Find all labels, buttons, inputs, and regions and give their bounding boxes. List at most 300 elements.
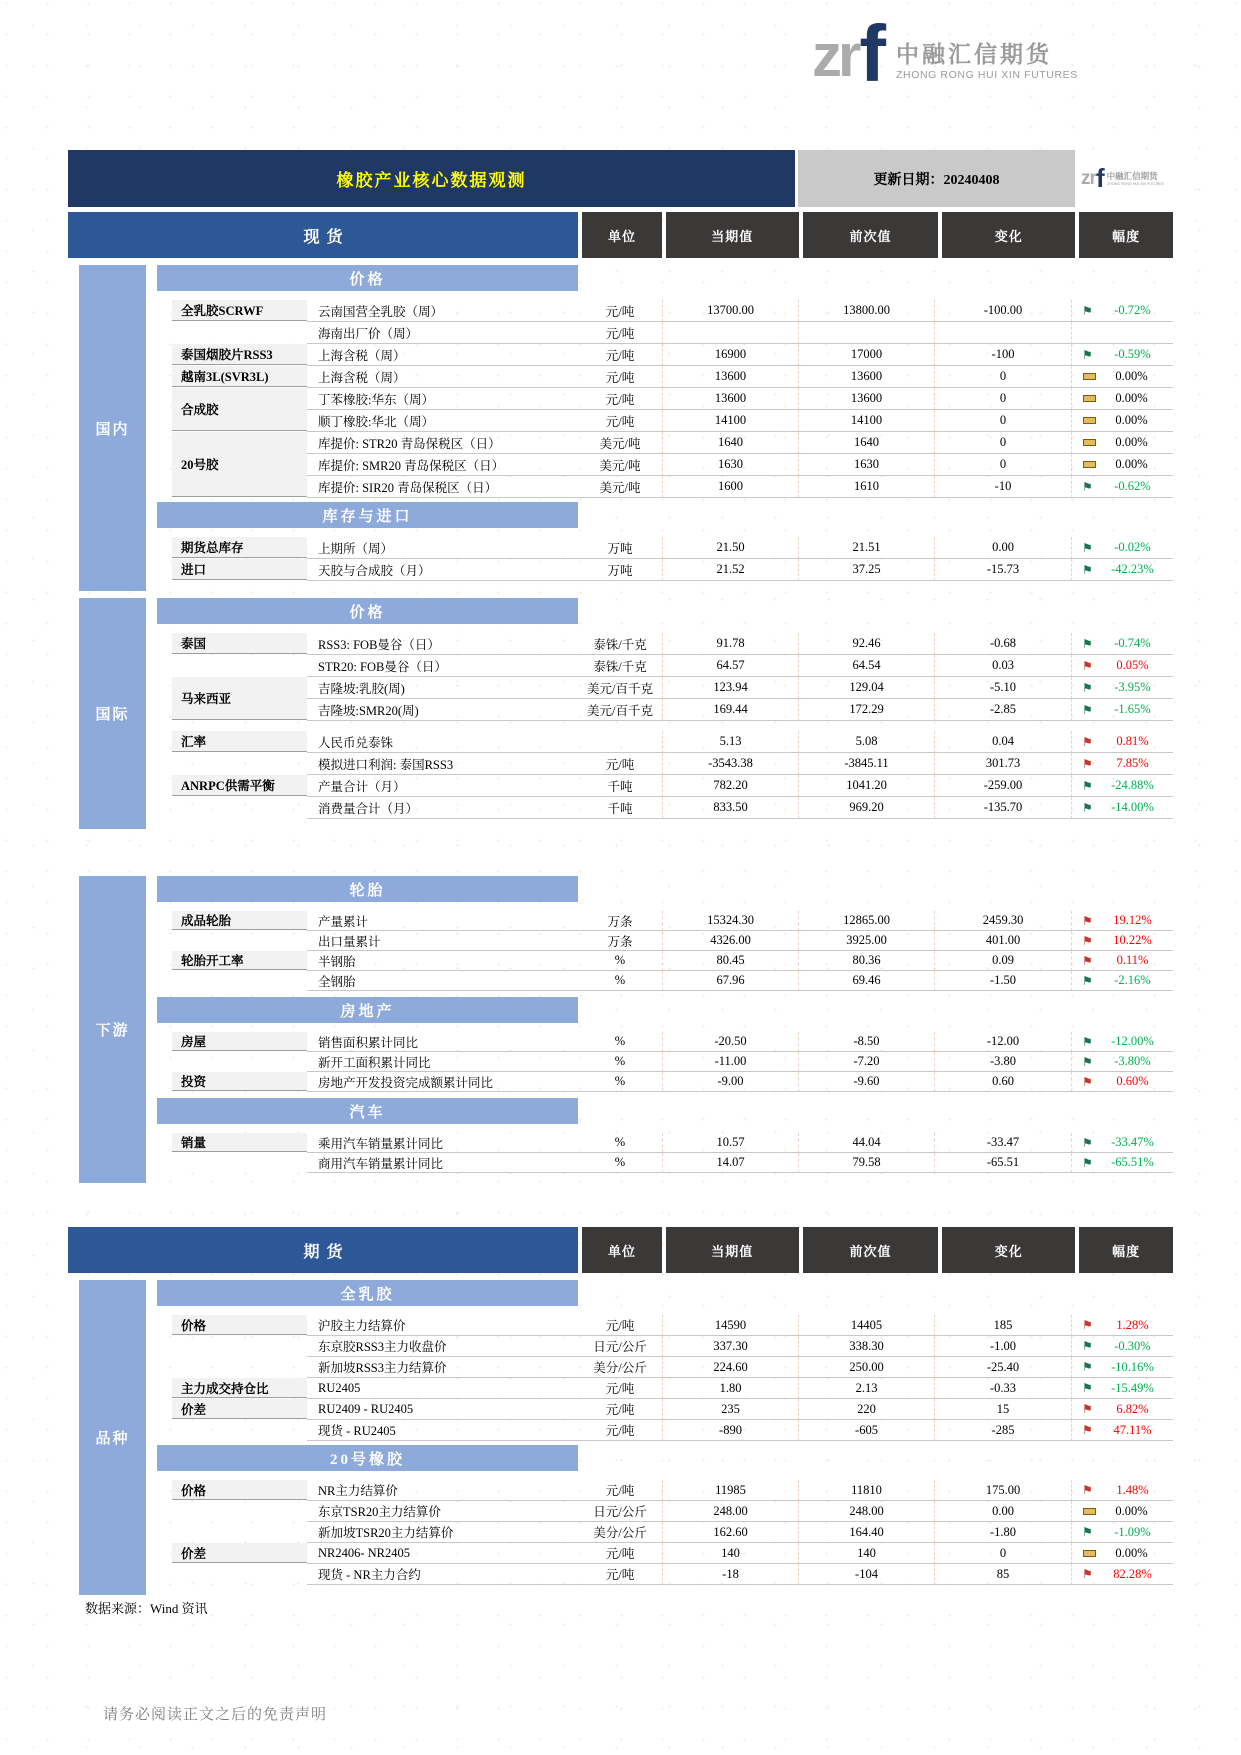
table-group	[68, 598, 1173, 829]
row-label-cell	[157, 1564, 307, 1585]
pct-cell	[1071, 1336, 1173, 1357]
pct-cell	[1071, 537, 1173, 559]
pct-cell	[1071, 655, 1173, 677]
unit-cell: 美分/公斤	[578, 1357, 662, 1378]
change-value: 0.60	[934, 1072, 1071, 1092]
row-desc: 现货 - RU2405	[307, 1420, 578, 1441]
pct-cell	[1071, 971, 1173, 991]
change-value: 0	[934, 1543, 1071, 1564]
flag-down-icon: ⚑	[1082, 1034, 1093, 1049]
change-value: -12.00	[934, 1032, 1071, 1052]
current-value: 13600	[662, 388, 798, 410]
previous-value: 44.04	[798, 1133, 934, 1153]
previous-value: 21.51	[798, 537, 934, 559]
section-title: 汽车	[157, 1098, 578, 1124]
row-label: 房屋	[172, 1032, 307, 1051]
current-value: 67.96	[662, 971, 798, 991]
change-value: 85	[934, 1564, 1071, 1585]
table-title-cell: 期货	[68, 1227, 578, 1273]
pct-value: 6.82%	[1116, 1401, 1149, 1416]
row-label-cell	[157, 1501, 307, 1522]
current-value: 4326.00	[662, 931, 798, 951]
unit-cell: 元/吨	[578, 1564, 662, 1585]
row-desc: 沪胶主力结算价	[307, 1315, 578, 1336]
futures-table-block	[68, 1222, 1173, 1595]
section-title: 轮胎	[157, 876, 578, 902]
change-value: 15	[934, 1399, 1071, 1420]
change-value: -65.51	[934, 1153, 1071, 1173]
current-value: -18	[662, 1564, 798, 1585]
row-label-cell	[157, 1032, 307, 1052]
previous-value: -3845.11	[798, 753, 934, 775]
row-label-cell	[157, 1153, 307, 1173]
unit-cell: %	[578, 1153, 662, 1173]
row-label: 越南3L(SVR3L)	[172, 366, 307, 387]
pct-cell	[1071, 951, 1173, 971]
pct-cell	[1071, 322, 1173, 344]
flag-down-icon: ⚑	[1082, 800, 1093, 815]
column-header-current: 当期值	[666, 212, 799, 258]
table-group	[68, 1280, 1173, 1595]
pct-cell	[1071, 1501, 1173, 1522]
column-header-unit: 单位	[582, 1227, 662, 1273]
flag-up-icon: ⚑	[1082, 1483, 1093, 1497]
current-value: 248.00	[662, 1501, 798, 1522]
pct-value: -0.62%	[1114, 479, 1151, 493]
unit-cell: 美元/吨	[578, 476, 662, 498]
previous-value: 140	[798, 1543, 934, 1564]
unit-cell: %	[578, 1133, 662, 1153]
current-value: -11.00	[662, 1052, 798, 1072]
table-row	[157, 1564, 1173, 1585]
pct-value: -65.51%	[1111, 1155, 1154, 1169]
previous-value: 2.13	[798, 1378, 934, 1399]
table-row	[157, 1072, 1173, 1092]
flag-up-icon: ⚑	[1082, 1423, 1093, 1437]
previous-value: 12865.00	[798, 911, 934, 931]
change-value: -3.80	[934, 1052, 1071, 1072]
row-label-cell	[157, 559, 307, 581]
current-value: 14590	[662, 1315, 798, 1336]
table-row	[157, 699, 1173, 721]
pct-cell	[1071, 366, 1173, 388]
pct-cell	[1071, 1564, 1173, 1585]
change-value: 0	[934, 366, 1071, 388]
row-desc: 吉隆坡:乳胶(周)	[307, 677, 578, 699]
pct-cell	[1071, 911, 1173, 931]
current-value: 21.52	[662, 559, 798, 581]
flag-up-icon: ⚑	[1082, 658, 1093, 673]
change-value: -5.10	[934, 677, 1071, 699]
row-desc: 丁苯橡胶:华东（周）	[307, 388, 578, 410]
table-row	[157, 1153, 1173, 1173]
table-row	[157, 1480, 1173, 1501]
flag-down-icon: ⚑	[1082, 1054, 1093, 1069]
unit-cell: 美元/吨	[578, 454, 662, 476]
row-desc: 产量合计（月）	[307, 775, 578, 797]
pct-cell	[1071, 699, 1173, 721]
flag-down-icon: ⚑	[1082, 1135, 1093, 1150]
row-desc: 库提价: SIR20 青岛保税区（日）	[307, 476, 578, 498]
flat-icon	[1083, 417, 1096, 424]
row-desc: NR主力结算价	[307, 1480, 578, 1501]
unit-cell	[578, 731, 662, 753]
change-value: 0.09	[934, 951, 1071, 971]
unit-cell: 元/吨	[578, 410, 662, 432]
pct-value: -0.72%	[1114, 303, 1151, 317]
row-label-cell	[157, 1357, 307, 1378]
disclaimer-note: 请务必阅读正文之后的免责声明	[103, 1707, 328, 1723]
flag-down-icon: ⚑	[1082, 479, 1093, 494]
change-value: -33.47	[934, 1133, 1071, 1153]
pct-cell	[1071, 1480, 1173, 1501]
pct-value: 0.11%	[1116, 953, 1149, 967]
row-desc: 销售面积累计同比	[307, 1032, 578, 1052]
unit-cell: 元/吨	[578, 344, 662, 366]
pct-cell	[1071, 410, 1173, 432]
current-value: 80.45	[662, 951, 798, 971]
row-desc: 海南出厂价（周）	[307, 322, 578, 344]
row-label-cell	[157, 633, 307, 655]
section-title: 房地产	[157, 997, 578, 1023]
company-logo	[812, 9, 1078, 98]
previous-value: 250.00	[798, 1357, 934, 1378]
previous-value: 248.00	[798, 1501, 934, 1522]
row-label: 进口	[172, 559, 307, 580]
pct-value: -3.95%	[1114, 680, 1151, 694]
flag-down-icon: ⚑	[1082, 1381, 1093, 1395]
table-row	[157, 951, 1173, 971]
current-value: -3543.38	[662, 753, 798, 775]
pct-value: 0.00%	[1115, 413, 1148, 427]
current-value: 162.60	[662, 1522, 798, 1543]
change-value: 2459.30	[934, 911, 1071, 931]
change-value: 185	[934, 1315, 1071, 1336]
unit-cell: 日元/公斤	[578, 1336, 662, 1357]
unit-cell: 元/吨	[578, 322, 662, 344]
mini-logo-zr-text: zr	[1081, 168, 1096, 189]
change-value: 0.00	[934, 1501, 1071, 1522]
table-row	[157, 1501, 1173, 1522]
pct-value: -3.80%	[1114, 1054, 1151, 1068]
unit-cell: 元/吨	[578, 388, 662, 410]
unit-cell: 美元/百千克	[578, 677, 662, 699]
row-desc: NR2406- NR2405	[307, 1543, 578, 1564]
change-value: -1.80	[934, 1522, 1071, 1543]
table-title-cell: 现货	[68, 212, 578, 258]
pct-value: 47.11%	[1113, 1422, 1152, 1437]
company-name-cn: 中融汇信期货	[896, 41, 1052, 67]
previous-value: 1610	[798, 476, 934, 498]
unit-cell: 元/吨	[578, 300, 662, 322]
row-label-cell	[157, 677, 307, 706]
previous-value: 13600	[798, 388, 934, 410]
change-value: 401.00	[934, 931, 1071, 951]
pct-cell	[1071, 1133, 1173, 1153]
row-desc: RU2405	[307, 1378, 578, 1399]
change-value: -1.00	[934, 1336, 1071, 1357]
row-label-cell	[157, 731, 307, 753]
pct-value: -1.65%	[1114, 702, 1151, 716]
previous-value: -7.20	[798, 1052, 934, 1072]
unit-cell: 万吨	[578, 537, 662, 559]
flag-down-icon: ⚑	[1082, 973, 1093, 988]
row-desc: 新加坡TSR20主力结算价	[307, 1522, 578, 1543]
row-desc: 现货 - NR主力合约	[307, 1564, 578, 1585]
unit-cell: %	[578, 971, 662, 991]
row-desc: 上海含税（周）	[307, 344, 578, 366]
change-value: 0.00	[934, 537, 1071, 559]
table-row	[157, 1336, 1173, 1357]
pct-value: -14.00%	[1111, 800, 1154, 814]
row-desc: 人民币兑泰铢	[307, 731, 578, 753]
table-row	[157, 559, 1173, 581]
flat-icon	[1083, 373, 1096, 380]
row-desc: RSS3: FOB曼谷（日）	[307, 633, 578, 655]
row-desc: RU2409 - RU2405	[307, 1399, 578, 1420]
previous-value: 129.04	[798, 677, 934, 699]
flag-down-icon: ⚑	[1082, 540, 1093, 555]
table-group	[68, 265, 1173, 591]
pct-cell	[1071, 559, 1173, 581]
pct-cell	[1071, 1420, 1173, 1441]
row-label-cell	[157, 1420, 307, 1441]
group-side-label: 国际	[79, 598, 146, 829]
previous-value: 14100	[798, 410, 934, 432]
pct-value: 0.05%	[1116, 658, 1149, 672]
row-desc: 乘用汽车销量累计同比	[307, 1133, 578, 1153]
row-label-cell	[157, 1072, 307, 1092]
row-label-cell	[157, 753, 307, 775]
row-label: 主力成交持仓比	[172, 1378, 307, 1398]
unit-cell: 元/吨	[578, 753, 662, 775]
current-value: 64.57	[662, 655, 798, 677]
mini-company-name-en: ZHONG RONG HUI XIN FUTURES	[1106, 181, 1164, 186]
row-desc: STR20: FOB曼谷（日）	[307, 655, 578, 677]
row-label-cell	[157, 655, 307, 677]
pct-value: -2.16%	[1114, 973, 1151, 987]
flag-up-icon: ⚑	[1082, 1567, 1093, 1581]
section-title: 全乳胶	[157, 1280, 578, 1306]
row-label-cell	[157, 432, 307, 472]
row-label-cell	[157, 951, 307, 971]
previous-value	[798, 322, 934, 344]
change-value: -135.70	[934, 797, 1071, 819]
pct-cell	[1071, 731, 1173, 753]
current-value: 1.80	[662, 1378, 798, 1399]
change-value: -2.85	[934, 699, 1071, 721]
previous-value: 220	[798, 1399, 934, 1420]
pct-value: 0.81%	[1116, 734, 1149, 748]
table-row	[157, 655, 1173, 677]
row-desc: 模拟进口利润: 泰国RSS3	[307, 753, 578, 775]
group-side-label: 品种	[79, 1280, 146, 1595]
unit-cell: 美元/百千克	[578, 699, 662, 721]
row-label-cell	[157, 775, 307, 797]
unit-cell: %	[578, 1072, 662, 1092]
pct-cell	[1071, 1543, 1173, 1564]
previous-value: 14405	[798, 1315, 934, 1336]
section-title: 库存与进口	[157, 502, 578, 528]
unit-cell: 泰铢/千克	[578, 655, 662, 677]
row-label-cell	[157, 1480, 307, 1501]
report-header	[68, 150, 1173, 207]
table-row	[157, 753, 1173, 775]
column-header-change: 变化	[942, 212, 1075, 258]
current-value: 14100	[662, 410, 798, 432]
flag-down-icon: ⚑	[1082, 636, 1093, 651]
previous-value: -104	[798, 1564, 934, 1585]
previous-value: 969.20	[798, 797, 934, 819]
unit-cell: 泰铢/千克	[578, 633, 662, 655]
current-value: 15324.30	[662, 911, 798, 931]
previous-value: 80.36	[798, 951, 934, 971]
table-row	[157, 1543, 1173, 1564]
previous-value: 164.40	[798, 1522, 934, 1543]
row-label: 成品轮胎	[172, 911, 307, 930]
change-value: 0	[934, 410, 1071, 432]
previous-value: 338.30	[798, 1336, 934, 1357]
data-source: 数据来源：Wind 资讯	[85, 1601, 208, 1616]
change-value: 0.03	[934, 655, 1071, 677]
current-value: 1640	[662, 432, 798, 454]
change-value: -15.73	[934, 559, 1071, 581]
current-value: 14.07	[662, 1153, 798, 1173]
column-header-previous: 前次值	[803, 1227, 939, 1273]
table-row	[157, 797, 1173, 819]
change-value: 0	[934, 388, 1071, 410]
table-row	[157, 677, 1173, 706]
unit-cell: 美元/吨	[578, 432, 662, 454]
table-row	[157, 971, 1173, 991]
change-value: 0	[934, 454, 1071, 476]
flag-up-icon: ⚑	[1082, 953, 1093, 968]
change-value: -25.40	[934, 1357, 1071, 1378]
change-value: 301.73	[934, 753, 1071, 775]
column-header-change: 变化	[942, 1227, 1075, 1273]
flag-down-icon: ⚑	[1082, 562, 1093, 577]
previous-value: -605	[798, 1420, 934, 1441]
current-value: 91.78	[662, 633, 798, 655]
row-desc: 新加坡RSS3主力结算价	[307, 1357, 578, 1378]
change-value: 175.00	[934, 1480, 1071, 1501]
row-label: 价差	[172, 1543, 307, 1563]
unit-cell: 元/吨	[578, 1378, 662, 1399]
pct-cell	[1071, 388, 1173, 410]
row-desc: 上海含税（周）	[307, 366, 578, 388]
row-label-cell	[157, 797, 307, 819]
flag-down-icon: ⚑	[1082, 1155, 1093, 1170]
row-desc: 上期所（周）	[307, 537, 578, 559]
pct-cell	[1071, 476, 1173, 498]
unit-cell: 万条	[578, 911, 662, 931]
row-desc: 消费量合计（月）	[307, 797, 578, 819]
table-row	[157, 911, 1173, 931]
table-row	[157, 1315, 1173, 1336]
row-desc: 库提价: STR20 青岛保税区（日）	[307, 432, 578, 454]
row-label: 20号胶	[172, 432, 307, 497]
table-row	[157, 1052, 1173, 1072]
flat-icon	[1083, 439, 1096, 446]
table-row	[157, 300, 1173, 322]
unit-cell: %	[578, 1032, 662, 1052]
current-value: 13700.00	[662, 300, 798, 322]
previous-value: -8.50	[798, 1032, 934, 1052]
flag-down-icon: ⚑	[1082, 778, 1093, 793]
pct-cell	[1071, 1522, 1173, 1543]
flag-down-icon: ⚑	[1082, 1360, 1093, 1374]
row-label: 汇率	[172, 731, 307, 752]
previous-value: -9.60	[798, 1072, 934, 1092]
flag-down-icon: ⚑	[1082, 680, 1093, 695]
row-label: 轮胎开工率	[172, 951, 307, 970]
table-row	[157, 931, 1173, 951]
change-value: -0.68	[934, 633, 1071, 655]
pct-value: 19.12%	[1113, 913, 1152, 927]
unit-cell: 元/吨	[578, 1480, 662, 1501]
row-label-cell	[157, 1052, 307, 1072]
row-label-cell	[157, 1133, 307, 1153]
pct-cell	[1071, 300, 1173, 322]
current-value: 21.50	[662, 537, 798, 559]
flag-down-icon: ⚑	[1082, 303, 1093, 318]
pct-value: -15.49%	[1111, 1380, 1154, 1395]
row-label: 马来西亚	[172, 677, 307, 720]
flat-icon	[1083, 1508, 1096, 1515]
change-value: 0.04	[934, 731, 1071, 753]
previous-value: 64.54	[798, 655, 934, 677]
table-row	[157, 731, 1173, 753]
pct-value: -0.59%	[1114, 347, 1151, 361]
pct-cell	[1071, 1357, 1173, 1378]
column-header-pct: 幅度	[1079, 1227, 1173, 1273]
current-value: -9.00	[662, 1072, 798, 1092]
current-value: 782.20	[662, 775, 798, 797]
company-name-en: ZHONG RONG HUI XIN FUTURES	[896, 68, 1078, 81]
pct-value: -0.74%	[1114, 636, 1151, 650]
flag-up-icon: ⚑	[1082, 933, 1093, 948]
pct-value: -42.23%	[1111, 562, 1154, 576]
report-title: 橡胶产业核心数据观测	[68, 150, 795, 207]
current-value: 224.60	[662, 1357, 798, 1378]
unit-cell: 千吨	[578, 775, 662, 797]
row-label-cell	[157, 300, 307, 322]
mini-logo-f-text: f	[1095, 163, 1105, 194]
current-value: 140	[662, 1543, 798, 1564]
row-label: 泰国	[172, 633, 307, 654]
current-value: 16900	[662, 344, 798, 366]
table-row	[157, 1522, 1173, 1543]
row-desc: 房地产开发投资完成额累计同比	[307, 1072, 578, 1092]
table-row	[157, 388, 1173, 417]
column-header-current: 当期值	[666, 1227, 799, 1273]
table-row	[157, 775, 1173, 797]
unit-cell: 元/吨	[578, 1420, 662, 1441]
row-label-cell	[157, 366, 307, 388]
current-value: -20.50	[662, 1032, 798, 1052]
previous-value: 1041.20	[798, 775, 934, 797]
table-group	[68, 876, 1173, 1183]
flat-icon	[1083, 395, 1096, 402]
row-label-cell	[157, 1315, 307, 1336]
table-row	[157, 1420, 1173, 1441]
previous-value: 79.58	[798, 1153, 934, 1173]
current-value: 1600	[662, 476, 798, 498]
row-desc: 全钢胎	[307, 971, 578, 991]
group-side-label: 国内	[79, 265, 146, 591]
change-value	[934, 322, 1071, 344]
pct-cell	[1071, 1153, 1173, 1173]
